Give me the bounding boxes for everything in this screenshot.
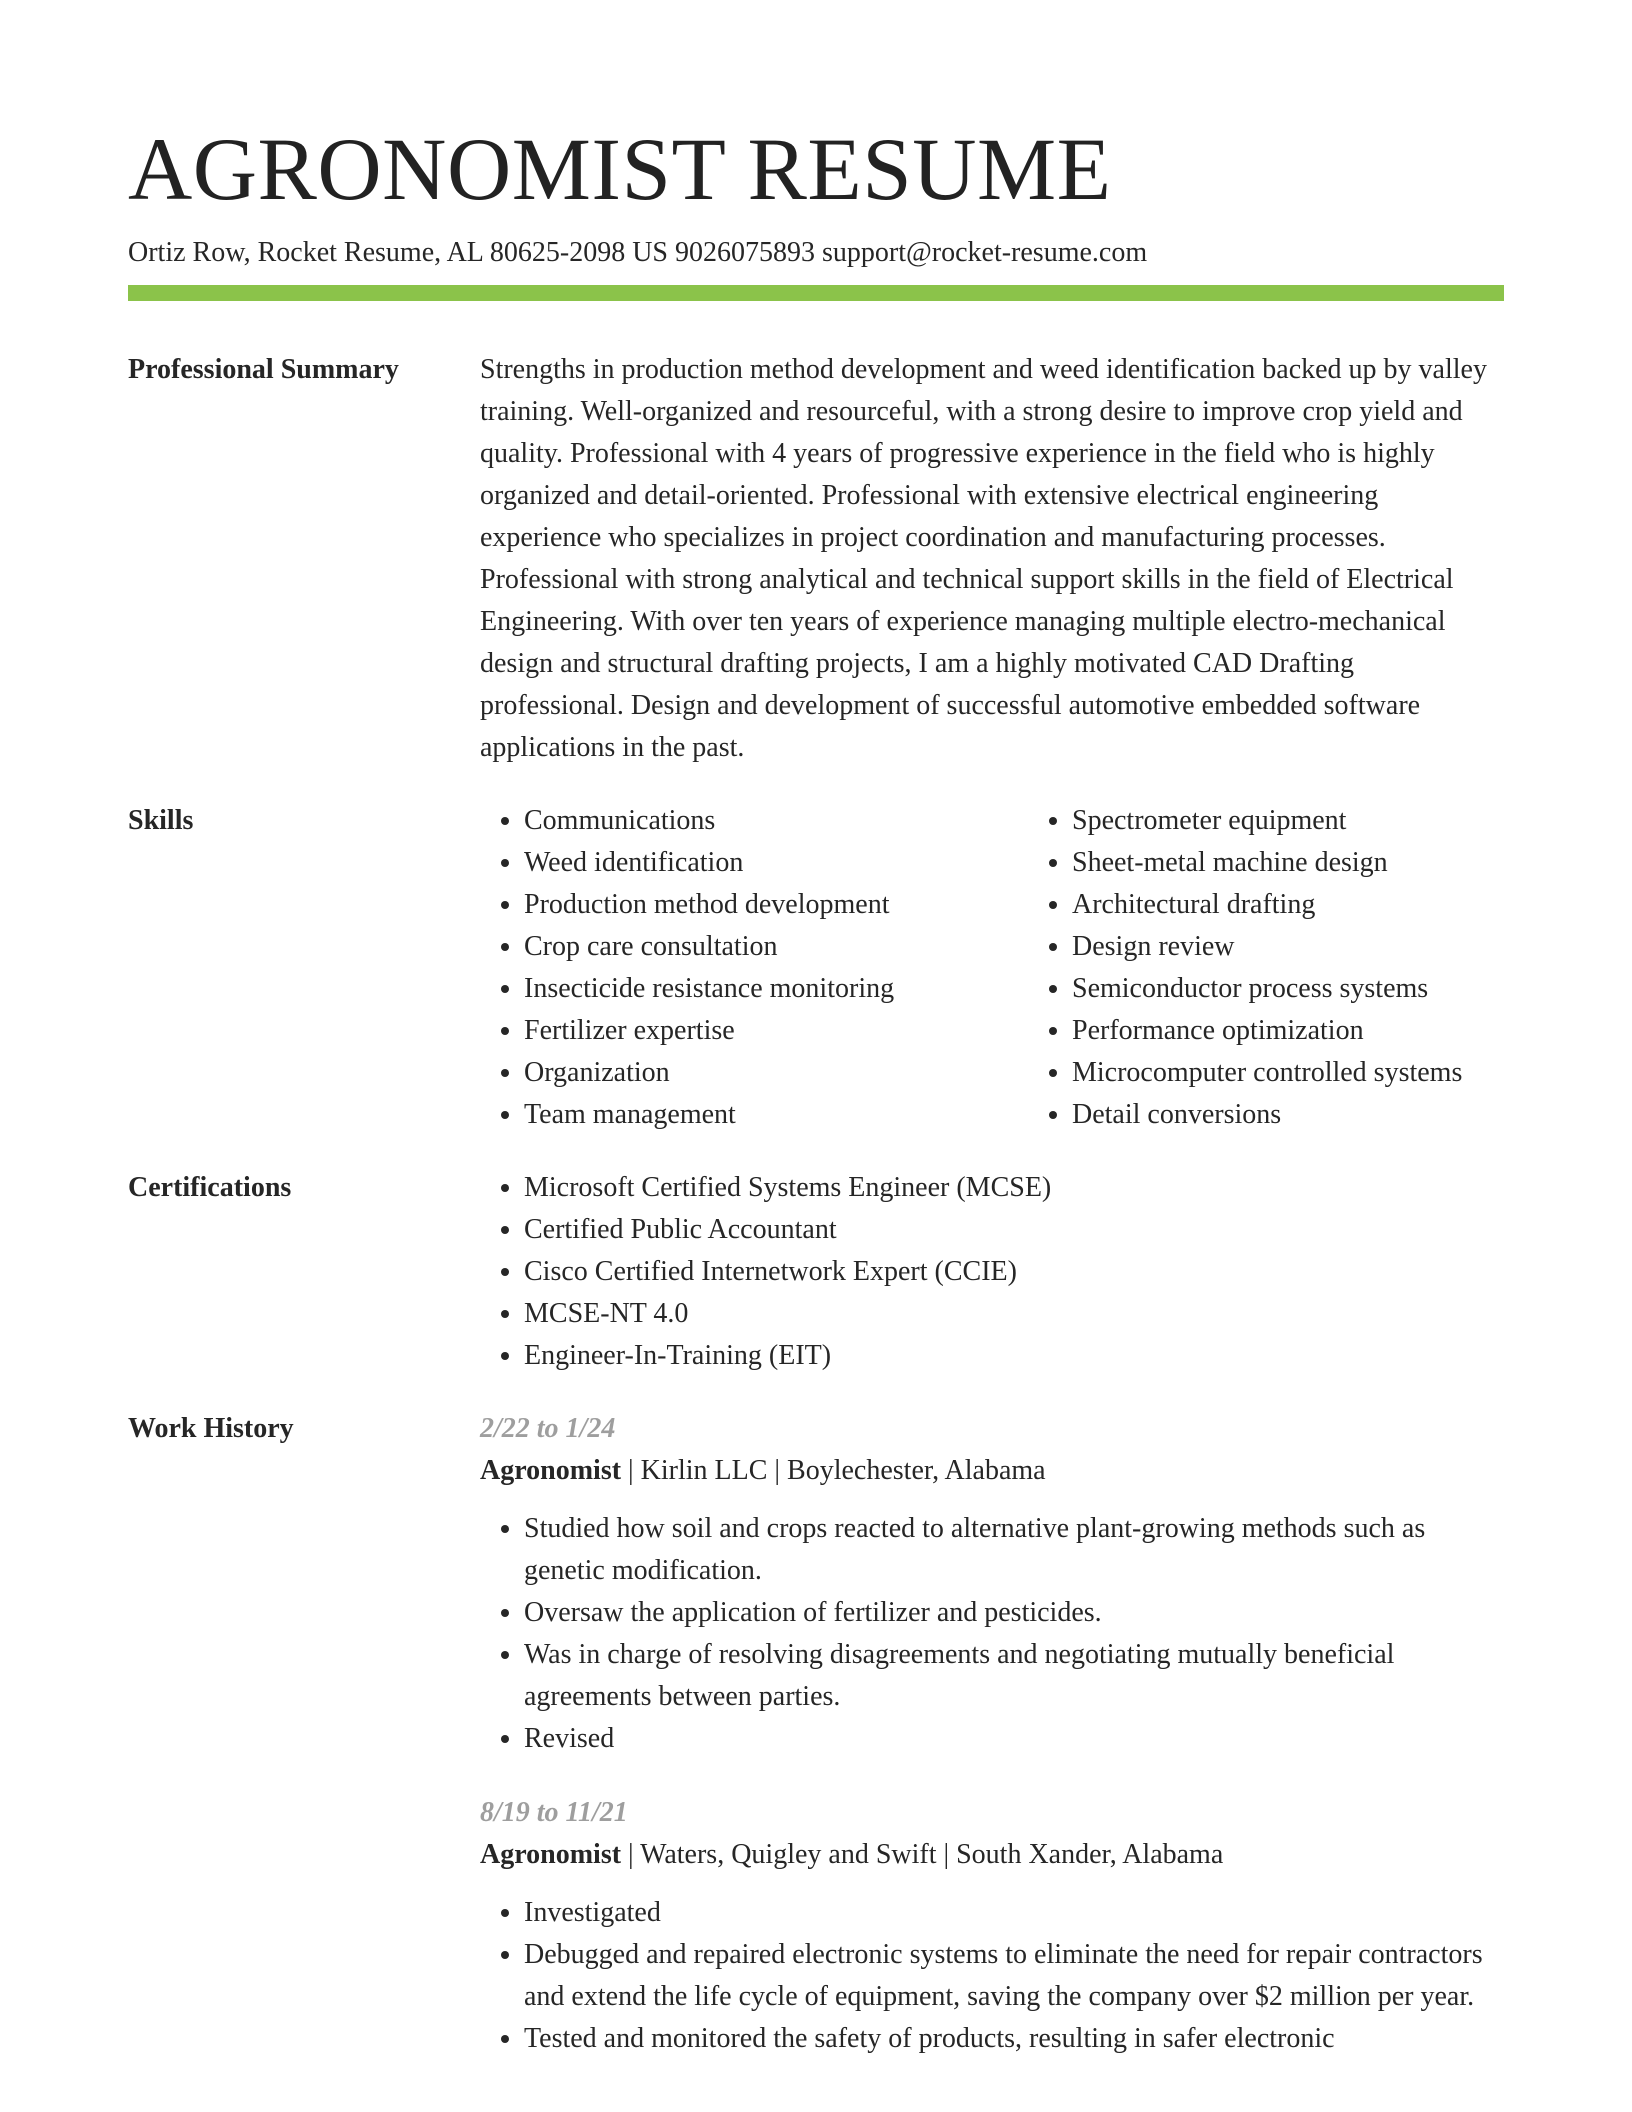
summary-section bbox=[128, 349, 1504, 769]
contact-line: Ortiz Row, Rocket Resume, AL 80625-2098 US 9026075893 support@rocket-resume.com bbox=[128, 237, 1148, 268]
skills-section bbox=[128, 800, 1504, 1136]
skill-item: • Weed identification bbox=[524, 842, 1028, 884]
section-label-summary: Professional Summary bbox=[128, 354, 399, 385]
certification-item: • MCSE-NT 4.0 bbox=[524, 1293, 1504, 1335]
job-dates: 8/19 to 11/21 bbox=[480, 1797, 628, 1828]
job-company-location: | Waters, Quigley and Swift | South Xander, Alabama bbox=[621, 1839, 1224, 1870]
job-bullets bbox=[480, 1508, 1504, 1760]
certification-item: • Certified Public Accountant bbox=[524, 1209, 1504, 1251]
skill-item: • Team management bbox=[524, 1094, 1028, 1136]
skills-list-right bbox=[1028, 800, 1576, 1136]
job-bullet: • Debugged and repaired electronic systems to eliminate the need for repair contractors and extend the life cycle of equipment, saving the company over $2 million per year. bbox=[524, 1934, 1504, 2018]
certifications-section bbox=[128, 1167, 1504, 1377]
work-history-section bbox=[128, 1408, 1504, 2060]
skill-item: • Semiconductor process systems bbox=[1072, 968, 1576, 1010]
skill-item: • Detail conversions bbox=[1072, 1094, 1576, 1136]
job-bullet: • Tested and monitored the safety of products, resulting in safer electronic bbox=[524, 2018, 1504, 2060]
job-heading bbox=[480, 1834, 1504, 1876]
job-heading bbox=[480, 1450, 1504, 1492]
job-bullet: • Studied how soil and crops reacted to alternative plant-growing methods such as genetic modification. bbox=[524, 1508, 1504, 1592]
job-bullet: • Revised bbox=[524, 1718, 1504, 1760]
resume-title: AGRONOMIST RESUME bbox=[128, 121, 1112, 219]
skill-item: • Sheet-metal machine design bbox=[1072, 842, 1576, 884]
skills-list-left bbox=[480, 800, 1028, 1136]
skill-item: • Spectrometer equipment bbox=[1072, 800, 1576, 842]
summary-text: Strengths in production method development and weed identification backed up by valley training. Well-organized and resourceful, with a strong desire to improve crop yield and quality. Professional with 4 years of progressive experience in the field who is highly organized and detail-oriented. Professional with extensive electrical engineering experience who specializes in project coordination and manufacturing processes. Professional with strong analytical and technical support skills in the field of Electrical Engineering. With over ten years of experience managing multiple electro-mechanical design and structural drafting projects, I am a highly motivated CAD Drafting professional. Design and development of successful automotive embedded software applications in the past. bbox=[480, 354, 1487, 763]
certifications-list bbox=[480, 1167, 1504, 1377]
job-title: Agronomist bbox=[480, 1839, 622, 1870]
job-bullet: • Investigated bbox=[524, 1892, 1504, 1934]
skill-item: • Production method development bbox=[524, 884, 1028, 926]
skill-item: • Microcomputer controlled systems bbox=[1072, 1052, 1576, 1094]
certification-item: • Microsoft Certified Systems Engineer (MCSE) bbox=[524, 1167, 1504, 1209]
section-label-work-history: Work History bbox=[128, 1413, 294, 1444]
certification-item: • Engineer-In-Training (EIT) bbox=[524, 1335, 1504, 1377]
skill-item: • Fertilizer expertise bbox=[524, 1010, 1028, 1052]
job-bullets bbox=[480, 1892, 1504, 2060]
skill-item: • Design review bbox=[1072, 926, 1576, 968]
skill-item: • Architectural drafting bbox=[1072, 884, 1576, 926]
job-entry bbox=[480, 1792, 1504, 2060]
job-company-location: | Kirlin LLC | Boylechester, Alabama bbox=[621, 1455, 1046, 1486]
job-entry bbox=[480, 1408, 1504, 1760]
job-title: Agronomist bbox=[480, 1455, 622, 1486]
job-bullet: • Oversaw the application of fertilizer and pesticides. bbox=[524, 1592, 1504, 1634]
header-divider bbox=[128, 285, 1504, 301]
skill-item: • Communications bbox=[524, 800, 1028, 842]
skill-item: • Crop care consultation bbox=[524, 926, 1028, 968]
certification-item: • Cisco Certified Internetwork Expert (CCIE) bbox=[524, 1251, 1504, 1293]
resume-page bbox=[128, 118, 1504, 2060]
skill-item: • Insecticide resistance monitoring bbox=[524, 968, 1028, 1010]
section-label-certifications: Certifications bbox=[128, 1172, 292, 1203]
section-label-skills: Skills bbox=[128, 805, 194, 836]
job-bullet: • Was in charge of resolving disagreements and negotiating mutually beneficial agreements between parties. bbox=[524, 1634, 1504, 1718]
skill-item: • Performance optimization bbox=[1072, 1010, 1576, 1052]
job-dates: 2/22 to 1/24 bbox=[480, 1413, 616, 1444]
skill-item: • Organization bbox=[524, 1052, 1028, 1094]
